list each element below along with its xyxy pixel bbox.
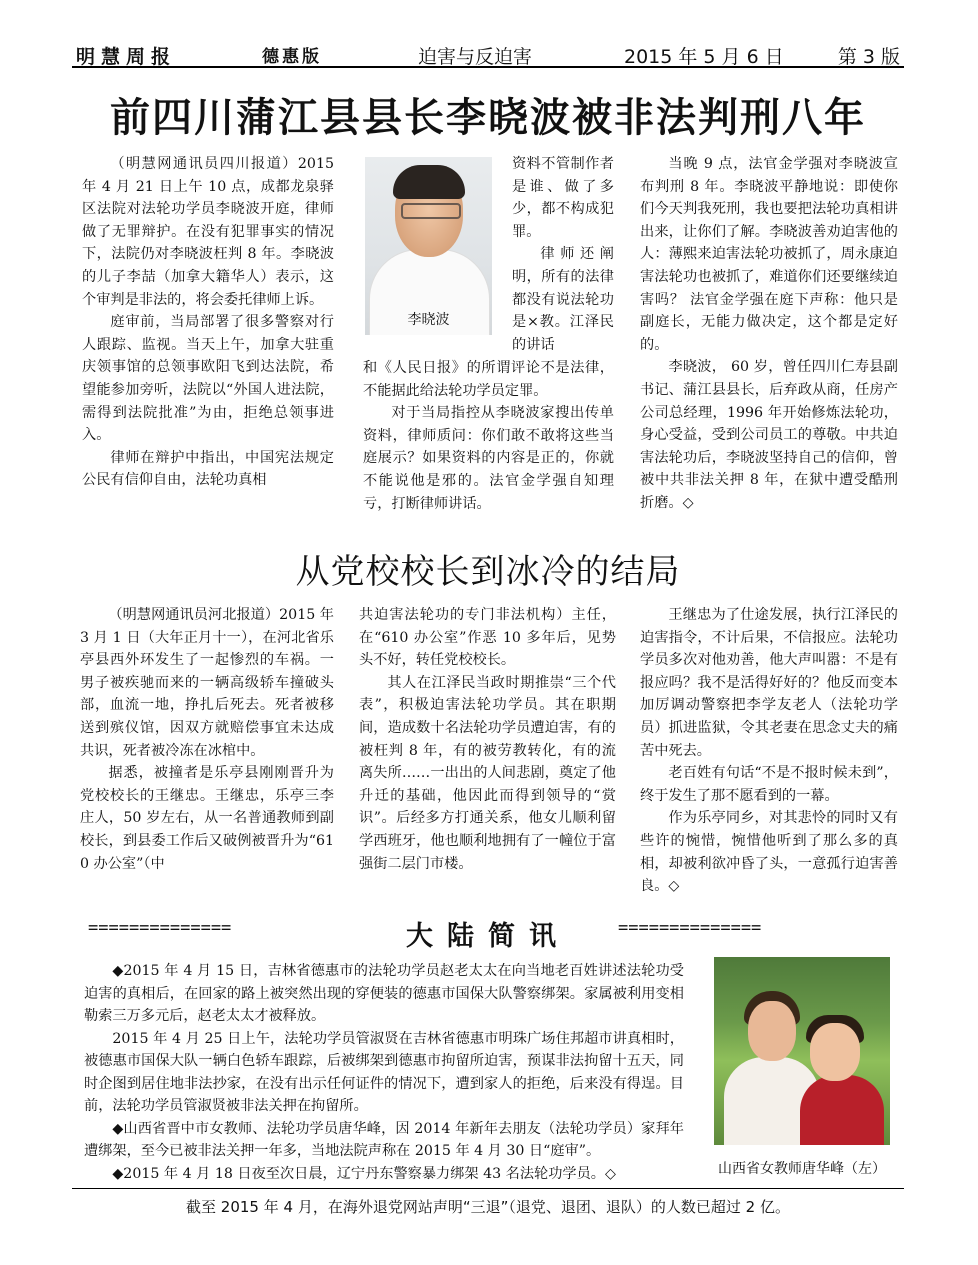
news-item: ◆2015 年 4 月 18 日夜至次日晨，辽宁丹东警察暴力绑架 43 名法轮功学员。◇ (112, 1165, 616, 1182)
news-section-title: 大陆简讯 (406, 921, 570, 952)
article2-column-2 (359, 604, 616, 875)
article1-paragraph: 资料不管制作者是谁、做了多少，都不构成犯罪。 (512, 156, 614, 240)
article2-paragraph: 据悉，被撞者是乐亭县刚刚晋升为党校校长的王继忠。王继忠，乐亭三李庄人，50 岁左右，从一名普通教师到副校长，到县委工作后又破例被晋升为“610 办公室”（中 (80, 765, 334, 872)
article1-paragraph: 律师在辩护中指出，中国宪法规定公民有信仰自由，法轮功真相 (82, 449, 334, 489)
person-right-body (800, 1075, 884, 1145)
article2-column-1 (80, 604, 334, 875)
divider-right: ============== (618, 918, 762, 938)
article2-paragraph: 其人在江泽民当政时期推崇“三个代表”，积极迫害法轮功学员。其在职期间，造成数十名法轮功学员遭迫害，有的被枉判 8 年，有的被劳教转化，有的流离失所……一出出的人间悲剧，奠定了他升迁的基础，他因此而得到领导的“赏识”。后经多方打通关系，他女儿顺利留学西班牙，他也顺利地拥有了一幢位于富强街二层门市楼。 (359, 674, 616, 872)
article1-paragraph: 对于当局指控从李晓波家搜出传单资料，律师质问：你们敢不敢将这些当庭展示？如果资料的内容是正的，你就不能说他是邪的。法官金学强自知理亏，打断律师讲话。 (363, 405, 614, 512)
header-rule (72, 66, 904, 68)
footer-rule (72, 1188, 904, 1189)
article2-paragraph: 共迫害法轮功的专门非法机构）主任，在“610 办公室”作恶 10 多年后，见势头不好，转任党校校长。 (359, 607, 616, 669)
article1-column-3 (640, 153, 898, 515)
article2-paragraph: （明慧网通讯员河北报道）2015 年 3 月 1 日（大年正月十一），在河北省乐亭县西外环发生了一起惨烈的车祸。一男子被疾驰而来的一辆高级轿车撞破头部，血流一地，挣扎后死去。死者被移送到殡仪馆，因双方就赔偿事宜未达成共识，死者被冷冻在冰棺中。 (80, 607, 334, 759)
news-section-header (84, 914, 892, 952)
paper-name: 明慧周报 (76, 46, 177, 68)
article1-column-2-bottom (363, 357, 614, 515)
article1-paragraph: 律师还阐明，所有的法律都没有说法轮功是×教。江泽民的讲话 (512, 246, 614, 353)
portrait-hair (393, 165, 465, 199)
news-item: 2015 年 4 月 25 日上午，法轮功学员管淑贤在吉林省德惠市明珠广场住邦超市讲真相时，被德惠市国保大队一辆白色轿车跟踪，后被绑架到德惠市拘留所迫害，预谋非法拘留十五天，同时企图到居住地非法抄家，在没有出示任何证件的情况下，遭到家人的拒绝，后来没有得逞。目前，法轮功学员管淑贤被非法关押在拘留所。 (84, 1030, 684, 1114)
article1-title: 前四川蒲江县县长李晓波被非法判刑八年 (110, 94, 866, 141)
article1-paragraph: 庭审前，当局部署了很多警察对行人跟踪、监视。当天上午，加拿大驻重庆领事馆的总领事欧阳飞到达法院，希望能参加旁听，法院以“外国人进法院，需得到法院批准”为由，拒绝总领事进入。 (82, 314, 334, 444)
tang-huafeng-photo (714, 957, 890, 1145)
news-photo-caption: 山西省女教师唐华峰（左） (718, 1161, 886, 1177)
article2-paragraph: 王继忠为了仕途发展，执行江泽民的迫害指令，不计后果，不信报应。法轮功学员多次对他劝善，他大声叫嚣：不是有报应吗？我不是活得好好的？他反而变本加厉调动警察把李学友老人（法轮功学员）抓进监狱，令其老妻在思念丈夫的痛苦中死去。 (640, 607, 898, 759)
article2-column-3 (640, 604, 898, 898)
person-right-face (810, 1023, 860, 1081)
news-item: ◆山西省晋中市女教师、法轮功学员唐华峰，因 2014 年新年去朋友（法轮功学员）家拜年遭绑架，至今已被非法关押一年多，当地法院声称在 2015 年 4 月 30 日“庭审”。 (84, 1120, 684, 1159)
section-label: 迫害与反迫害 (418, 46, 533, 68)
divider-left: ============== (88, 918, 232, 938)
article1-paragraph: （明慧网通讯员四川报道）2015 年 4 月 21 日上午 10 点，成都龙泉驿区法院对法轮功学员李晓波开庭，律师做了无罪辩护。在没有犯罪事实的情况下，法院仍对李晓波枉判 8 年。李晓波的儿子李喆（加拿大籍华人）表示，这个审判是非法的，将会委托律师上诉。 (82, 156, 334, 308)
article2-paragraph: 作为乐亭同乡，对其悲怜的同时又有些许的惋惜，惋惜他听到了那么多的真相，却被利欲冲昏了头，一意孤行迫害善良。◇ (640, 810, 898, 895)
article1-paragraph: 李晓波， 60 岁，曾任四川仁寿县副书记、蒲江县县长，后弃政从商，任房产公司总经理，1996 年开始修炼法轮功，身心受益，受到公司员工的尊敬。中共迫害法轮功后，李晓波坚持自己的信仰，曾被中共非法关押 8 年，在狱中遭受酷刑折磨。◇ (640, 359, 898, 511)
person-left-face (748, 1001, 796, 1061)
article1-column-1 (82, 153, 334, 492)
li-xiaobo-photo (365, 157, 492, 335)
article2-paragraph: 老百姓有句话“不是不报时候未到”，终于发生了那不愿看到的一幕。 (640, 765, 898, 804)
issue-date: 2015 年 5 月 6 日 (624, 46, 784, 68)
edition-label: 德惠版 (262, 47, 322, 67)
article1-paragraph: 当晚 9 点，法官金学强对李晓波宣布判刑 8 年。李晓波平静地说：即使你们今天判我死刑，我也要把法轮功真相讲出来，让你们了解。李晓波善劝迫害他的人：薄熙来迫害法轮功被抓了，周永康迫害法轮功也被抓了，难道你们还要继续迫害吗？ 法官金学强在庭下声称：他只是副庭长，无能力做决定，这个都是定好的。 (640, 156, 898, 353)
article1-paragraph: 和《人民日报》的所谓评论不是法律，不能据此给法轮功学员定罪。 (363, 360, 614, 399)
article2-title: 从党校校长到冰冷的结局 (295, 552, 681, 592)
portrait-glasses (401, 203, 461, 219)
photo-caption: 李晓波 (407, 312, 450, 328)
news-briefs (84, 960, 684, 1185)
page-number: 第 3 版 (837, 46, 900, 68)
masthead (72, 40, 904, 68)
article1-column-2-top (512, 153, 614, 356)
footer-notice: 截至 2015 年 4 月，在海外退党网站声明“三退”（退党、退团、退队）的人数已超过 2 亿。 (186, 1198, 790, 1216)
news-item: ◆2015 年 4 月 15 日，吉林省德惠市的法轮功学员赵老太太在向当地老百姓讲述法轮功受迫害的真相后，在回家的路上被突然出现的穿便装的德惠市国保大队警察绑架。家属被利用变相勒索三万多元后，赵老太太才被释放。 (84, 963, 684, 1024)
